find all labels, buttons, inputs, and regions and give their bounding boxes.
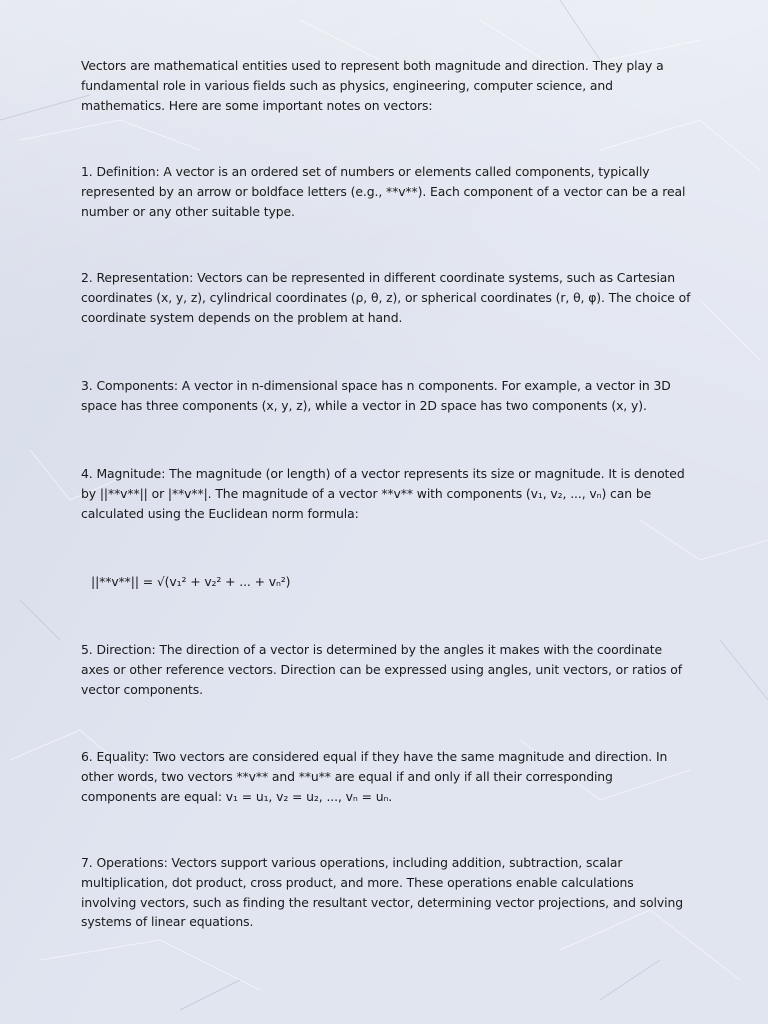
section-direction: 5. Direction: The direction of a vector is determined by the angles it makes with the coordinate axes or other reference vectors. Direction can be expressed using angles, unit vectors, or ratios of vector components. <box>81 642 683 697</box>
section-equality: 6. Equality: Two vectors are considered equal if they have the same magnitude and direction. In other words, two vectors **v** and **u** are equal if and only if all their corresponding components are equal: v₁ = u₁, v₂ = u₂, ..., vₙ = uₙ. <box>81 749 668 804</box>
section-magnitude: 4. Magnitude: The magnitude (or length) of a vector represents its size or magnitude. It is denoted by ||**v**|| or |**v**|. The magnitude of a vector **v** with components (v₁, v₂, ..., vₙ) can be calculated using the Euclidean norm formula: <box>81 466 685 521</box>
magnitude-formula: ||**v**|| = √(v₁² + v₂² + ... + vₙ²) <box>91 574 291 589</box>
intro-paragraph: Vectors are mathematical entities used to represent both magnitude and direction. They play a fundamental role in various fields such as physics, engineering, computer science, and mathematics. Here are some important notes on vectors: <box>81 58 664 113</box>
section-definition: 1. Definition: A vector is an ordered set of numbers or elements called components, typically represented by an arrow or boldface letters (e.g., **v**). Each component of a vector can be a real number or any other suitable type. <box>81 164 686 219</box>
section-components: 3. Components: A vector in n-dimensional space has n components. For example, a vector in 3D space has three components (x, y, z), while a vector in 2D space has two components (x, y). <box>81 378 671 413</box>
section-operations: 7. Operations: Vectors support various operations, including addition, subtraction, scalar multiplication, dot product, cross product, and more. These operations enable calculations involving vectors, such as finding the resultant vector, determining vector projections, and solving systems of linear equations. <box>81 855 683 930</box>
section-representation: 2. Representation: Vectors can be represented in different coordinate systems, such as Cartesian coordinates (x, y, z), cylindrical coordinates (ρ, θ, z), or spherical coordinates (r, θ, φ). The choice of coordinate system depends on the problem at hand. <box>81 270 691 325</box>
